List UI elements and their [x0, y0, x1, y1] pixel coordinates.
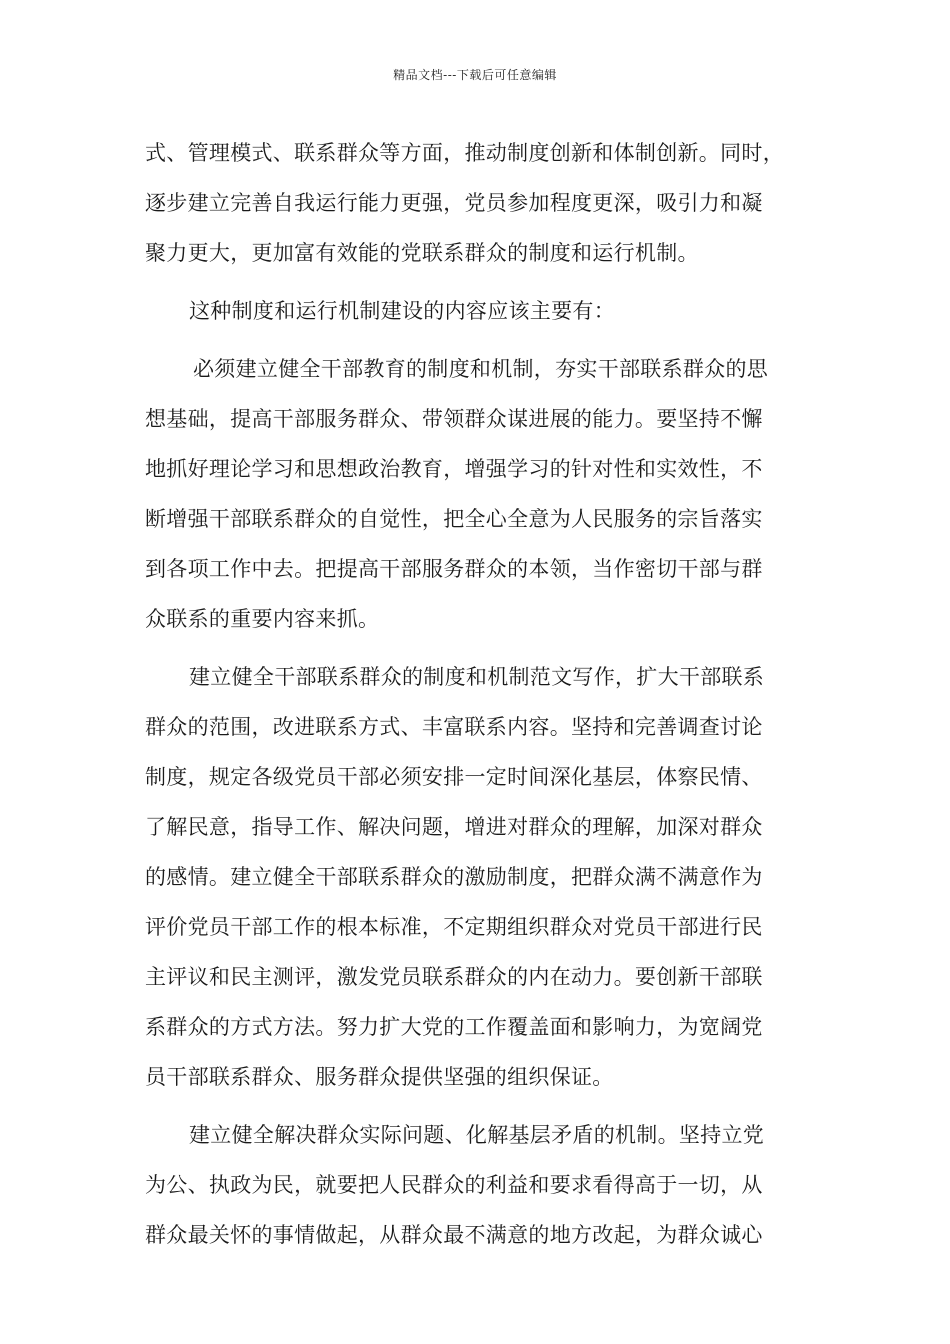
text-line: 员干部联系群众、服务群众提供坚强的组织保证。 — [145, 1065, 614, 1089]
text-line: 这种制度和运行机制建设的内容应该主要有： — [189, 299, 615, 323]
text-line: 断增强干部联系群众的自觉性，把全心全意为人民服务的宗旨落实 — [145, 507, 763, 531]
text-line: 地抓好理论学习和思想政治教育，增强学习的针对性和实效性，不 — [145, 457, 763, 481]
text-line: 系群众的方式方法。努力扩大党的工作覆盖面和影响力，为宽阔党 — [145, 1015, 763, 1039]
text-line: 聚力更大，更加富有效能的党联系群众的制度和运行机制。 — [145, 241, 699, 265]
text-line: 必须建立健全干部教育的制度和机制，夯实干部联系群众的思 — [193, 357, 769, 381]
text-line: 为公、执政为民，就要把人民群众的利益和要求看得高于一切，从 — [145, 1173, 763, 1197]
text-line: 群众的范围，改进联系方式、丰富联系内容。坚持和完善调查讨论 — [145, 715, 763, 739]
text-line: 建立健全解决群众实际问题、化解基层矛盾的机制。坚持立党 — [189, 1123, 765, 1147]
text-line: 了解民意，指导工作、解决问题，增进对群众的理解，加深对群众 — [145, 815, 763, 839]
text-line: 评价党员干部工作的根本标准，不定期组织群众对党员干部进行民 — [145, 915, 763, 939]
text-line: 制度，规定各级党员干部必须安排一定时间深化基层，体察民情、 — [145, 765, 763, 789]
paragraph — [145, 286, 810, 336]
text-line: 建立健全干部联系群众的制度和机制范文写作，扩大干部联系 — [189, 665, 765, 689]
paragraph — [145, 652, 810, 1102]
text-line: 群众最关怀的事情做起，从群众最不满意的地方改起，为群众诚心 — [145, 1223, 763, 1247]
text-line: 想基础，提高干部服务群众、带领群众谋进展的能力。要坚持不懈 — [145, 407, 763, 431]
text-line: 主评议和民主测评，激发党员联系群众的内在动力。要创新干部联 — [145, 965, 763, 989]
paragraph — [145, 1110, 810, 1260]
text-line: 众联系的重要内容来抓。 — [145, 607, 380, 631]
text-line: 式、管理模式、联系群众等方面，推动制度创新和体制创新。同时， — [145, 141, 784, 165]
document-body — [145, 128, 810, 1260]
text-line: 到各项工作中去。把提高干部服务群众的本领，当作密切干部与群 — [145, 557, 763, 581]
text-line: 逐步建立完善自我运行能力更强，党员参加程度更深，吸引力和凝 — [145, 191, 763, 215]
paragraph — [145, 344, 810, 644]
paragraph — [145, 128, 810, 278]
page-header: 精品文档---下载后可任意编辑 — [393, 68, 557, 82]
text-line: 的感情。建立健全干部联系群众的激励制度，把群众满不满意作为 — [145, 865, 763, 889]
